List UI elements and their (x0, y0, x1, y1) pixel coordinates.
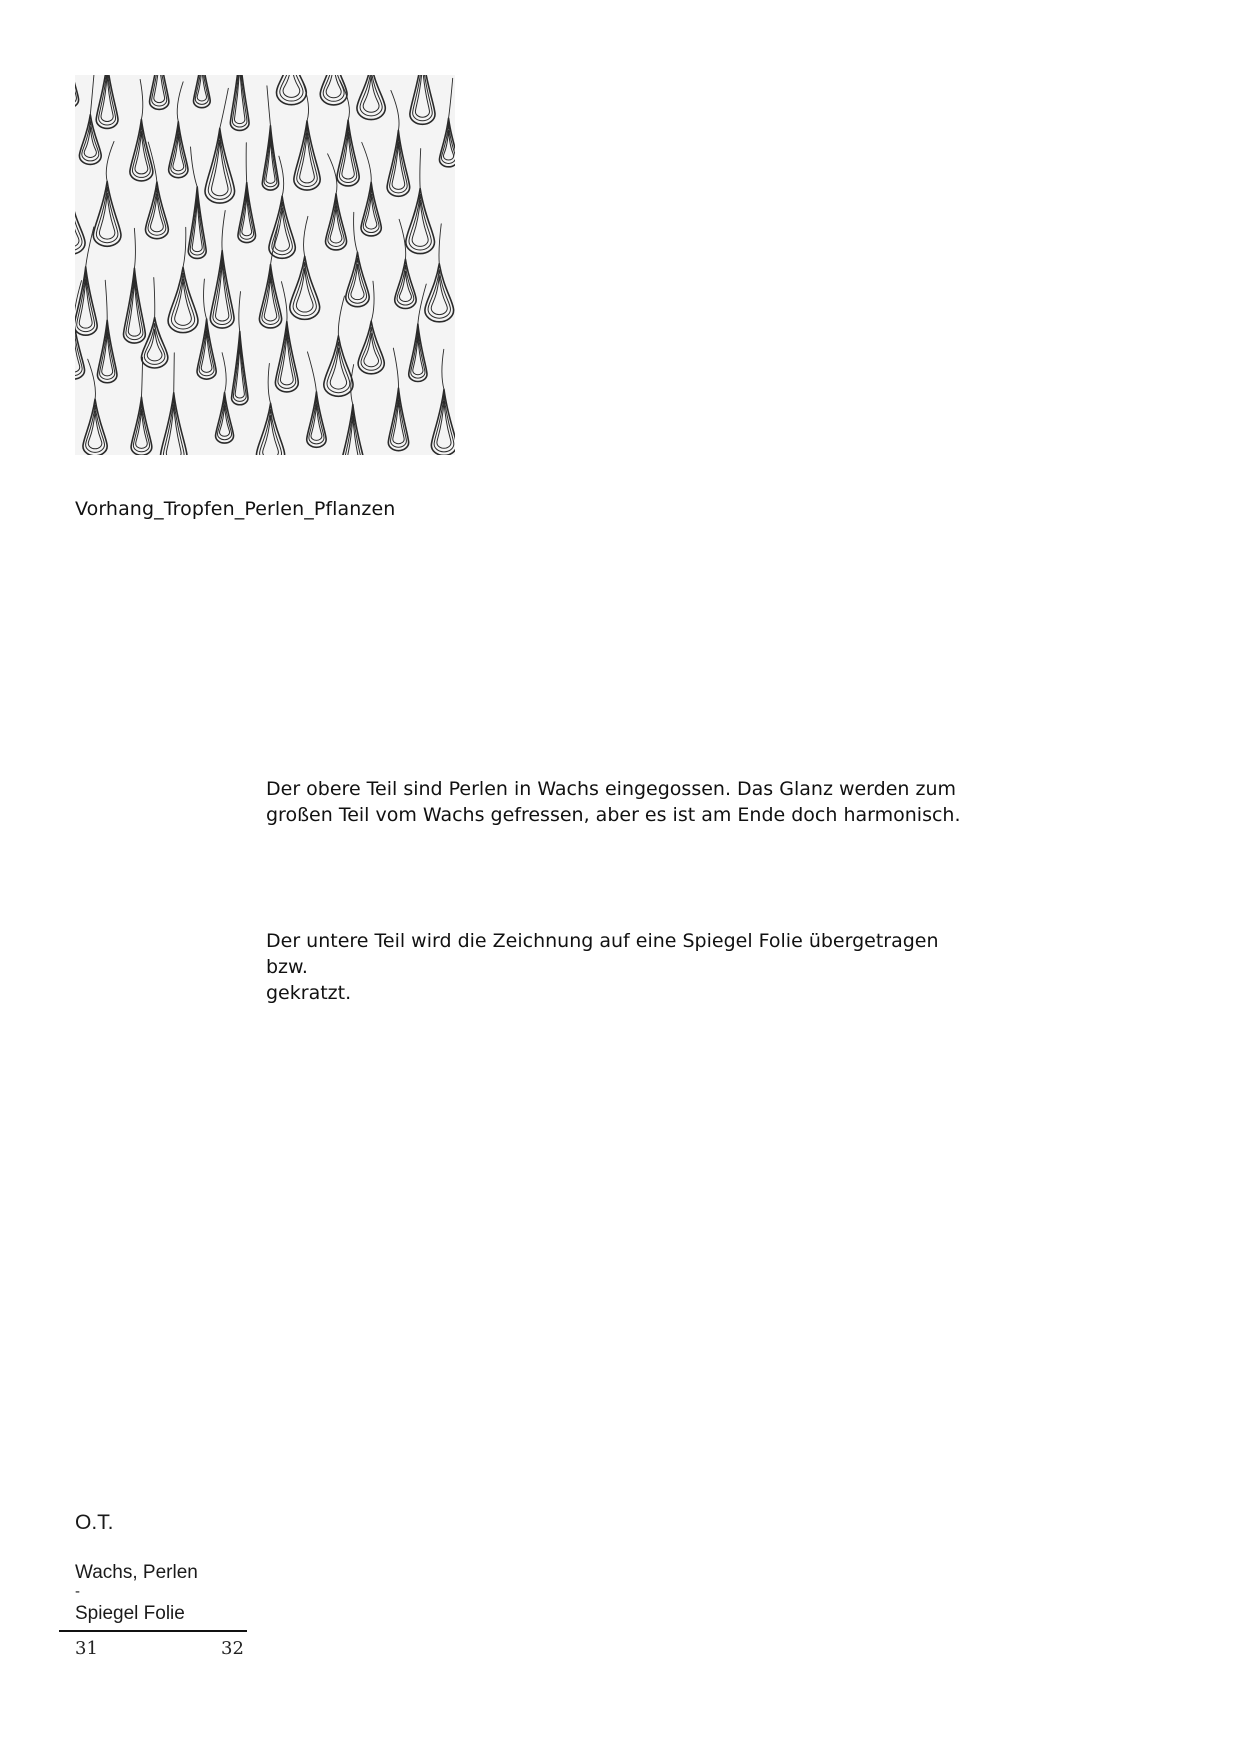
drop-pattern-drawing-icon (75, 75, 455, 455)
drop-stem (204, 279, 207, 319)
drop-outline (360, 75, 382, 116)
drop-stem (338, 296, 344, 336)
drop-stem (307, 352, 316, 392)
drop-outline (357, 75, 385, 120)
drop-outline (193, 75, 210, 108)
drop-stem (328, 154, 337, 194)
page-number-left: 31 (75, 1638, 98, 1659)
drop-outline (75, 75, 79, 108)
drop-outline (412, 201, 428, 247)
drop-stem (177, 82, 183, 122)
drop-stem (148, 142, 157, 182)
work-title: O.T. (75, 1511, 114, 1534)
drop-stem (140, 79, 143, 119)
drop-stem (246, 143, 247, 183)
drop-pattern-drawing (75, 75, 455, 455)
drop-stem (391, 90, 399, 130)
drop-stem (362, 142, 371, 182)
footer-rule (59, 1630, 247, 1632)
drop-stem (267, 86, 271, 126)
figure-caption: Vorhang_Tropfen_Perlen_Pflanzen (75, 498, 396, 520)
paragraph-upper-part (266, 776, 986, 828)
drop-stem (191, 147, 198, 187)
drop-outline (175, 279, 192, 325)
drop-stem (222, 211, 225, 251)
drop-stem (105, 280, 107, 320)
drop-outline (230, 75, 249, 130)
paragraph-lower-part (266, 928, 986, 1006)
drop-stem (154, 278, 155, 318)
drop-stem (449, 78, 453, 118)
drop-outline (431, 276, 447, 315)
drop-stem (354, 212, 358, 252)
drop-outline (277, 75, 307, 105)
page-number-right: 32 (221, 1638, 244, 1659)
drop-outline (330, 348, 346, 389)
work-material-2: Spiegel Folie (75, 1603, 185, 1624)
drop-stem (222, 353, 226, 393)
drop-stem (268, 363, 270, 403)
drop-stem (88, 359, 96, 399)
drop-stem (439, 224, 441, 264)
work-material-1: Wachs, Perlen (75, 1562, 198, 1583)
drop-outline (296, 268, 313, 312)
paragraph-line: großen Teil vom Wachs gefressen, aber es ist am Ende doch harmonisch. (266, 804, 961, 826)
drop-stem (90, 75, 94, 115)
drop-stem (279, 156, 284, 196)
drop-stem (239, 292, 241, 332)
drop-stem (183, 227, 186, 267)
drop-stem (220, 88, 229, 128)
drop-outline (150, 75, 169, 109)
drop-stem (393, 348, 398, 388)
work-material-separator: - (75, 1583, 80, 1600)
drop-stem (304, 216, 308, 256)
drop-stem (86, 227, 94, 267)
paragraph-line: Der obere Teil sind Perlen in Wachs eingegossen. Das Glanz werden zum (266, 778, 957, 800)
drop-stem (174, 353, 175, 393)
drop-stem (141, 357, 142, 397)
drop-stem (134, 228, 135, 268)
paragraph-line: gekratzt. (266, 982, 352, 1004)
drop-stem (371, 281, 374, 321)
drop-stem (418, 284, 426, 324)
paragraph-line: Der untere Teil wird die Zeichnung auf eine Spiegel Folie übergetragen bzw. (266, 930, 939, 978)
drop-stem (281, 282, 287, 322)
drop-outline (363, 76, 379, 113)
drop-outline (205, 128, 235, 203)
drop-stem (420, 149, 421, 189)
drop-stem (399, 219, 406, 259)
drop-stem (442, 349, 444, 389)
drop-stem (106, 141, 114, 181)
